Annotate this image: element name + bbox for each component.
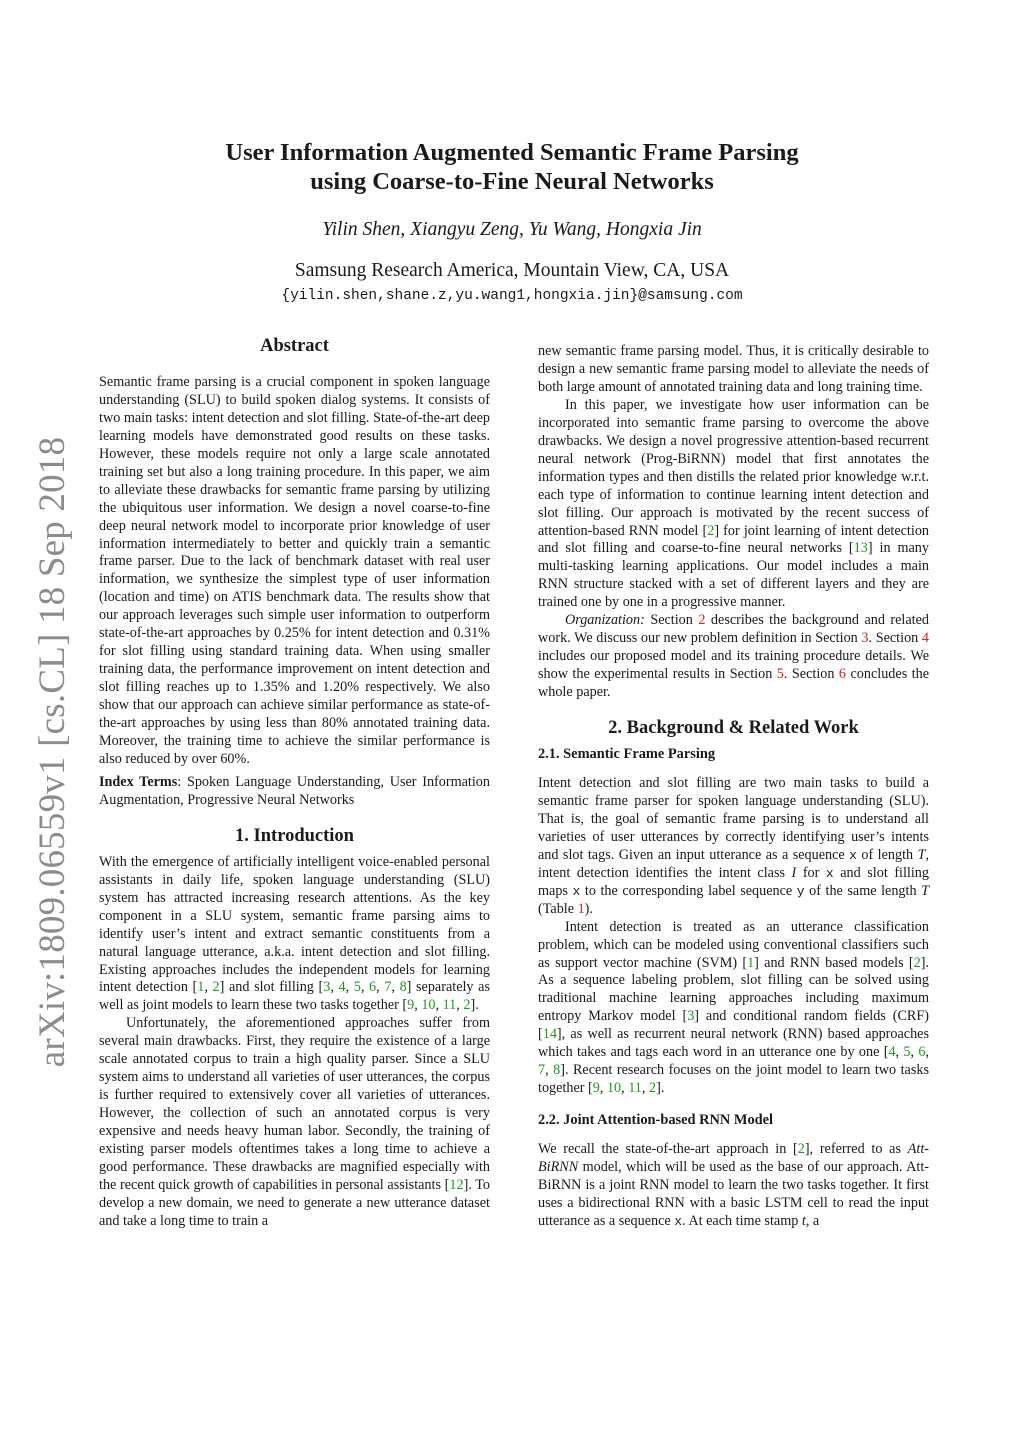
citation-link[interactable]: 6: [369, 979, 377, 996]
citation-link[interactable]: 1: [197, 979, 205, 996]
citation-link[interactable]: 6: [918, 1044, 926, 1061]
citation-link[interactable]: 4: [338, 979, 346, 996]
att-birnn-term: Att-BiRNN: [538, 1141, 929, 1176]
intro-paragraph-2: Unfortunately, the aforementioned approaches suffer from several main drawbacks. First, they require the existence of a large scale annotated corpus to train a high quality parser. Since a SLU system aims to understand all varieties of user utterances, the corpus is further required to extensively cover all varieties of utterances. However, the collection of such an annotated corpus is very expensive and needs heavy human labor. Secondly, the training of existing parser models oftentimes takes a long time to achieve a good performance. These drawbacks are magnified especially with the recent quick growth of capabilities in personal assistants [12]. To develop a new domain, we need to generate a new utterance dataset and take a long time to train a: [99, 1015, 490, 1229]
citation-link[interactable]: 3: [323, 979, 331, 996]
citation-link[interactable]: 10: [606, 1080, 622, 1097]
section-link[interactable]: 4: [921, 630, 929, 647]
index-terms: [99, 774, 490, 810]
citation-link[interactable]: 2: [913, 954, 921, 971]
citation-link[interactable]: 1: [747, 954, 755, 971]
authors: Yilin Shen, Xiangyu Zeng, Yu Wang, Hongxia Jin: [322, 219, 702, 240]
arxiv-identifier-stamp: arXiv:1809.06559v1 [cs.CL] 18 Sep 2018: [32, 436, 73, 1068]
title-line-2: using Coarse-to-Fine Neural Networks: [310, 168, 714, 195]
joint-rnn-paragraph: We recall the state-of-the-art approach in [2], referred to as Att-BiRNN model, which will be used as the base of our approach. Att-BiRNN is a joint RNN model to learn the two tasks together. It first uses a bidirectional RNN with a basic LSTM cell to read the input utterance as a sequence x. At each time stamp t, a: [538, 1141, 929, 1229]
citation-link[interactable]: 5: [353, 979, 361, 996]
citation-link[interactable]: 2: [707, 522, 715, 539]
citation-link[interactable]: 12: [449, 1176, 464, 1193]
semantic-parsing-paragraph-2: Intent detection is treated as an utterance classification problem, which can be modeled using conventional classifiers such as support vector machine (SVM) [1] and RNN based models [2]. As a sequence labeling problem, slot filling can be solved using traditional machine learning approaches including maximum entropy Markov model [3] and conditional random fields (CRF) [14], as well as recurrent neural network (RNN) based approaches which takes and tags each word in an utterance one by one [4, 5, 6, 7, 8]. Recent research focuses on the joint model to learn two tasks together [9, 10, 11, 2].: [538, 918, 930, 1097]
citation-link[interactable]: 9: [592, 1080, 600, 1097]
citation-link[interactable]: 11: [442, 997, 457, 1014]
left-column: [99, 336, 490, 1231]
citation-link[interactable]: 7: [384, 979, 392, 996]
organization-label: Organization:: [564, 612, 645, 629]
intro-paragraph-1: With the emergence of artificially intelligent voice-enabled personal assistants in daily life, spoken language understanding (SLU) system has attracted increasing research attentions. As the key component in a SLU system, semantic frame parsing aims to identify user’s intent and extract semantic constituents from a natural language utterance, a.k.a. intent detection and slot filling. Existing approaches includes the independent models for learning intent detection [1, 2] and slot filling [3, 4, 5, 6, 7, 8] separately as well as joint models to learn these two tasks together [9, 10, 11, 2].: [99, 853, 490, 1014]
index-terms-text: : Spoken Language Understanding, User Information Augmentation, Progressive Neural Networks: [99, 773, 490, 808]
section-link[interactable]: 5: [776, 666, 784, 683]
citation-link[interactable]: 11: [628, 1080, 642, 1097]
abstract-heading: Abstract: [260, 336, 329, 356]
citation-link[interactable]: 14: [542, 1026, 557, 1043]
intro-paragraph-2-continued: new semantic frame parsing model. Thus, it is critically desirable to design a new semantic frame parsing model to alleviate the needs of both large amount of annotated training data and long training time.: [538, 343, 929, 395]
citation-link[interactable]: 7: [538, 1062, 546, 1079]
intro-paragraph-3: In this paper, we investigate how user information can be incorporated into semantic frame parsing to overcome the above drawbacks. We design a novel progressive attention-based recurrent neural network (Prog-BiRNN) model that first annotates the information types and then distills the related prior knowledge w.r.t. each type of information to continue learning intent detection and slot filling. Our approach is motivated by the recent success of attention-based RNN model [2] for joint learning of intent detection and slot filling and coarse-to-fine neural networks [13] in many multi-tasking learning applications. Our model includes a main RNN structure stacked with a set of different layers and they are trained one by one in a progressive manner.: [538, 396, 930, 611]
index-terms-label: Index Terms: [99, 773, 178, 790]
citation-link[interactable]: 3: [687, 1008, 695, 1025]
citation-link[interactable]: 5: [903, 1044, 911, 1061]
citation-link[interactable]: 2: [212, 979, 220, 996]
table-link[interactable]: 1: [577, 900, 585, 917]
semantic-parsing-paragraph-1: Intent detection and slot filling are two main tasks to build a semantic frame parser for spoken language understanding (SLU). That is, the goal of semantic frame parsing is to understand all varieties of user utterances by correctly identifying user’s intents and slot tags. Given an input utterance as a sequence x of length T, intent detection identifies the intent class I for x and slot filling maps x to the corresponding label sequence y of the same length T (Table 1).: [538, 774, 930, 917]
citation-link[interactable]: 2: [649, 1080, 657, 1097]
subsection-heading-2-2: 2.2. Joint Attention-based RNN Model: [538, 1112, 774, 1129]
citation-link[interactable]: 10: [421, 997, 436, 1014]
affiliation: Samsung Research America, Mountain View, CA, USA: [294, 260, 730, 281]
paper-title: [150, 138, 874, 196]
citation-link[interactable]: 8: [553, 1062, 561, 1079]
abstract-text: Semantic frame parsing is a crucial component in spoken language understanding (SLU) to build spoken dialog systems. It consists of two main tasks: intent detection and slot filling. State-of-the-art deep learning models have demonstrated good results on these tasks. However, these models require not only a large scale annotated training set but also a long training procedure. In this paper, we aim to alleviate these drawbacks for semantic frame parsing by utilizing the ubiquitous user information. We design a novel coarse-to-fine deep neural network model to incorporate prior knowledge of user information intermediately to better and quickly train a semantic frame parser. Due to the lack of benchmark dataset with real user information, we synthesize the simplest type of user information (location and time) on ATIS benchmark data. The results show that our approach leverages such simple user information to outperform state-of-the-art approaches by 0.25% for intent detection and 0.31% for slot filling using standard training data. When using smaller training data, the performance improvement on intent detection and slot filling reaches up to 1.35% and 1.20% respectively. We also show that our approach can achieve similar performance as state-of-the-art approaches by using less than 80% annotated training data. Moreover, the training time to achieve the similar performance is also reduced by over 60%.: [99, 373, 490, 767]
citation-link[interactable]: 8: [399, 979, 407, 996]
organization-paragraph: Organization: Section 2 describes the background and related work. We discuss our new problem definition in Section 3. Section 4 includes our proposed model and its training procedure details. We show the experimental results in Section 5. Section 6 concludes the whole paper.: [538, 612, 930, 701]
background-heading: 2. Background & Related Work: [608, 718, 859, 739]
section-link[interactable]: 3: [861, 630, 869, 647]
citation-link[interactable]: 13: [853, 540, 868, 557]
author-emails: {yilin.shen,shane.z,yu.wang1,hongxia.jin}@samsung.com: [281, 288, 743, 304]
right-column: [538, 343, 929, 1231]
citation-link[interactable]: 2: [797, 1141, 805, 1158]
citation-link[interactable]: 9: [407, 997, 415, 1014]
citation-link[interactable]: 4: [888, 1044, 896, 1061]
citation-link[interactable]: 2: [463, 997, 471, 1014]
section-link[interactable]: 6: [838, 666, 847, 683]
subsection-heading-2-1: 2.1. Semantic Frame Parsing: [538, 746, 716, 763]
section-link[interactable]: 2: [698, 612, 706, 629]
title-line-1: User Information Augmented Semantic Frame Parsing: [225, 139, 799, 166]
intro-heading: 1. Introduction: [235, 825, 354, 846]
